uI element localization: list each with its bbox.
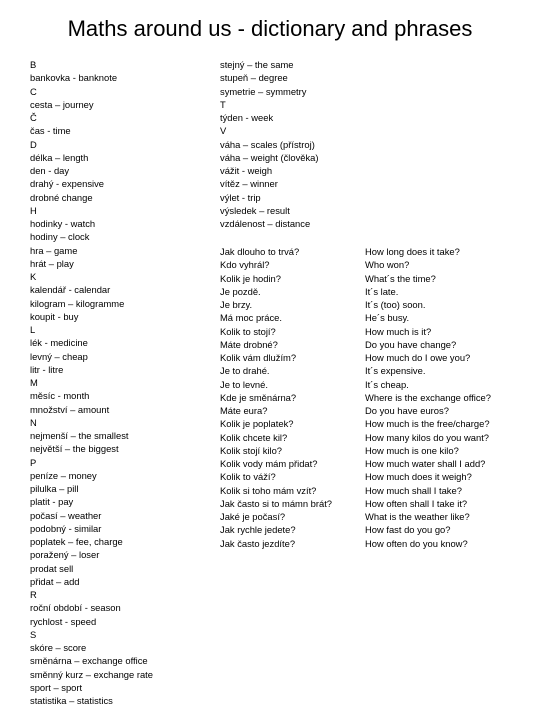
- phrase-czech: Kolik chcete kil?: [220, 431, 288, 443]
- phrase-czech: Jaké je počasí?: [220, 511, 286, 522]
- dictionary-entry: bankovka - banknote: [30, 72, 118, 84]
- dictionary-entry: den - day: [30, 165, 70, 176]
- phrase-english: It´s (too) soon.: [365, 299, 426, 310]
- dictionary-entry: peníze – money: [30, 469, 97, 481]
- dictionary-entry: stejný – the same: [220, 59, 294, 70]
- dictionary-entry: drahý - expensive: [30, 178, 104, 190]
- dictionary-entry: H: [30, 204, 37, 216]
- dictionary-entry: C: [30, 85, 37, 97]
- dictionary-entry: směnný kurz – exchange rate: [30, 668, 153, 680]
- dictionary-entry: V: [220, 125, 227, 137]
- dictionary-entry: symetrie – symmetry: [220, 85, 307, 97]
- phrase-english: How fast do you go?: [365, 524, 451, 536]
- phrase-czech: Kolik to stojí?: [220, 325, 276, 337]
- phrase-czech: Kolik je poplatek?: [220, 418, 294, 430]
- dictionary-entry: hrát – play: [30, 257, 74, 269]
- dictionary-entry: lék - medicine: [30, 337, 88, 349]
- dictionary-entry: měsíc - month: [30, 390, 90, 402]
- phrase-english: Where is the exchange office?: [365, 391, 491, 403]
- phrase-english: Who won?: [365, 259, 410, 271]
- phrase-czech: Kdo vyhrál?: [220, 259, 270, 271]
- phrase-czech: Jak rychle jedete?: [220, 524, 296, 536]
- dictionary-entry: K: [30, 271, 37, 282]
- dictionary-entry: hodiny – clock: [30, 231, 90, 243]
- dictionary-entry: P: [30, 456, 37, 468]
- phrase-english: He´s busy.: [365, 312, 410, 324]
- phrase-english: How much does it weigh?: [365, 471, 472, 483]
- dictionary-entry: pilulka – pill: [30, 483, 79, 494]
- phrase-czech: Je pozdě.: [220, 285, 261, 297]
- dictionary-entry: poplatek – fee, charge: [30, 536, 123, 547]
- dictionary-entry: N: [30, 416, 37, 428]
- dictionary-entry: počasí – weather: [30, 509, 102, 521]
- phrase-czech: Jak dlouho to trvá?: [220, 246, 300, 257]
- phrase-czech: Kolik stojí kilo?: [220, 444, 283, 456]
- dictionary-entry: poražený – loser: [30, 549, 100, 561]
- phrase-czech: Kolik vody mám přidat?: [220, 458, 318, 469]
- dictionary-entry: litr - litre: [30, 363, 64, 375]
- dictionary-column-left: [30, 58, 153, 707]
- dictionary-entry: délka – length: [30, 151, 89, 163]
- phrase-english: How many kilos do you want?: [365, 431, 490, 443]
- phrase-czech: Kde je směnárna?: [220, 391, 297, 403]
- dictionary-entry: levný – cheap: [30, 350, 88, 362]
- phrase-czech: Je to drahé.: [220, 365, 270, 377]
- dictionary-entry: množství – amount: [30, 403, 110, 415]
- phrase-english: How much shall I take?: [365, 484, 462, 496]
- dictionary-entry: rychlost - speed: [30, 615, 97, 627]
- dictionary-entry: nejmenší – the smallest: [30, 430, 129, 441]
- phrase-czech: Kolik si toho mám vzít?: [220, 484, 317, 496]
- dictionary-entry: váha – scales (přístroj): [220, 138, 315, 150]
- phrase-czech: Kolik je hodin?: [220, 272, 281, 284]
- phrase-czech: Máte drobné?: [220, 338, 278, 350]
- phrase-czech: Je to levné.: [220, 378, 268, 390]
- dictionary-entry: platit - pay: [30, 496, 74, 508]
- phrase-english: It´s late.: [365, 285, 399, 297]
- phrase-english: What´s the time?: [365, 272, 436, 284]
- dictionary-entry: váha – weight (člověka): [220, 151, 319, 163]
- phrase-english: It´s expensive.: [365, 365, 426, 377]
- dictionary-entry: drobné change: [30, 191, 93, 203]
- dictionary-entry: kalendář - calendar: [30, 284, 111, 296]
- page-title: Maths around us - dictionary and phrases: [67, 16, 473, 41]
- dictionary-entry: vzdálenost – distance: [220, 218, 311, 229]
- dictionary-entry: skóre – score: [30, 642, 87, 653]
- dictionary-entry: podobný - similar: [30, 522, 102, 534]
- dictionary-entry: vítěz – winner: [220, 178, 278, 190]
- dictionary-entry: L: [30, 324, 36, 335]
- dictionary-entry: směnárna – exchange office: [30, 655, 148, 667]
- dictionary-entry: T: [220, 98, 226, 110]
- dictionary-entry: roční období - season: [30, 602, 121, 614]
- phrase-english: What is the weather like?: [365, 511, 470, 522]
- dictionary-entry: kilogram – kilogramme: [30, 297, 125, 309]
- phrases-czech-column: [220, 245, 332, 550]
- phrase-czech: Kolik vám dlužím?: [220, 352, 297, 363]
- phrase-czech: Jak často si to mámn brát?: [220, 497, 333, 509]
- dictionary-column-right: [220, 58, 319, 230]
- dictionary-entry: cesta – journey: [30, 98, 94, 110]
- dictionary-entry: hra – game: [30, 244, 78, 256]
- phrase-czech: Jak často jezdíte?: [220, 537, 296, 549]
- phrase-english: How much do I owe you?: [365, 352, 471, 363]
- phrase-english: How much is it?: [365, 325, 432, 337]
- dictionary-entry: týden - week: [220, 112, 274, 123]
- phrase-english: It´s cheap.: [365, 378, 409, 390]
- dictionary-entry: B: [30, 59, 37, 70]
- dictionary-entry: D: [30, 138, 37, 150]
- dictionary-entry: stupeň – degree: [220, 72, 288, 84]
- dictionary-entry: S: [30, 628, 37, 640]
- phrase-czech: Má moc práce.: [220, 312, 282, 324]
- dictionary-entry: největší – the biggest: [30, 443, 119, 455]
- phrase-english: How much is the free/charge?: [365, 418, 490, 430]
- dictionary-entry: výsledek – result: [220, 204, 290, 216]
- dictionary-entry: koupit - buy: [30, 310, 79, 322]
- dictionary-entry: statistika – statistics: [30, 695, 113, 706]
- phrase-czech: Kolik to váží?: [220, 471, 276, 483]
- phrase-english: How often shall I take it?: [365, 497, 468, 509]
- phrase-english: Do you have change?: [365, 338, 457, 350]
- dictionary-entry: R: [30, 589, 37, 600]
- dictionary-entry: Č: [30, 112, 37, 123]
- dictionary-entry: vážit - weigh: [220, 165, 273, 176]
- phrase-english: How much water shall I add?: [365, 458, 486, 469]
- dictionary-entry: sport – sport: [30, 681, 83, 693]
- dictionary-entry: M: [30, 377, 38, 388]
- phrase-czech: Máte eura?: [220, 405, 268, 416]
- dictionary-entry: výlet - trip: [220, 191, 261, 203]
- phrase-english: Do you have euros?: [365, 405, 449, 416]
- dictionary-entry: prodat sell: [30, 562, 74, 574]
- dictionary-entry: přidat – add: [30, 575, 80, 587]
- phrase-english: How often do you know?: [365, 537, 468, 549]
- phrase-english: How long does it take?: [365, 246, 460, 257]
- phrase-english: How much is one kilo?: [365, 444, 459, 456]
- dictionary-entry: hodinky - watch: [30, 218, 96, 229]
- phrases-english-column: [365, 245, 491, 550]
- phrase-czech: Je brzy.: [220, 299, 253, 310]
- dictionary-entry: čas - time: [30, 125, 71, 137]
